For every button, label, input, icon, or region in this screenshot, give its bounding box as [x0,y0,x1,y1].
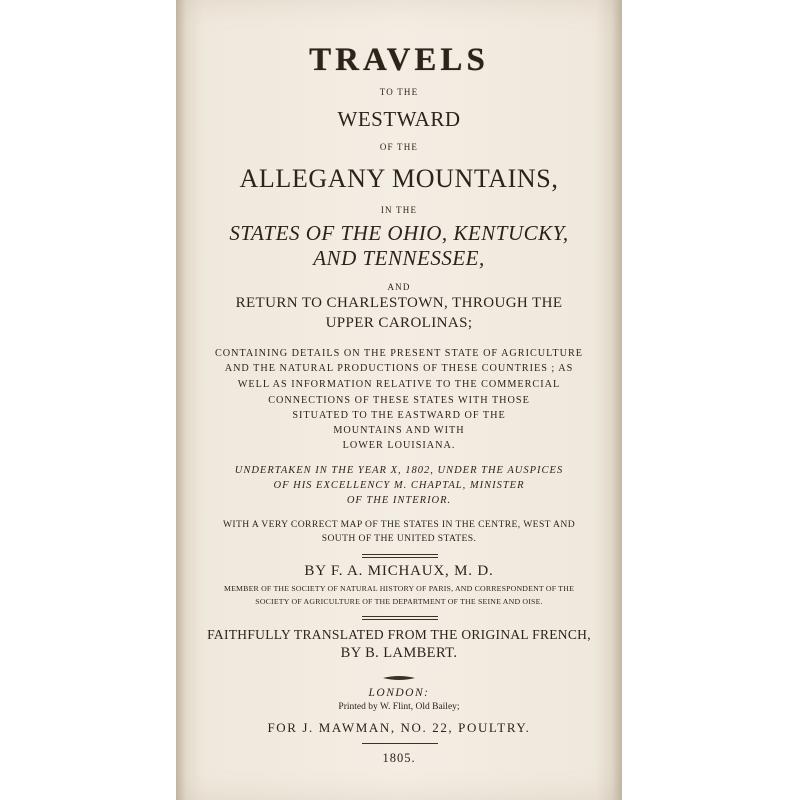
title-line-upper-carolinas: UPPER CAROLINAS; [325,315,473,331]
description-line: SITUATED TO THE EASTWARD OF THE [292,410,506,421]
map-line: SOUTH OF THE UNITED STATES. [321,533,477,544]
divider-rule [362,743,438,744]
description-line: WELL AS INFORMATION RELATIVE TO THE COMMERCIAL [237,379,561,390]
title-line-and: AND [387,282,411,292]
description-line: CONTAINING DETAILS ON THE PRESENT STATE OF AGRICULTURE [214,348,584,359]
description-line: LOWER LOUISIANA. [342,440,456,451]
imprint-place: LONDON: [368,687,430,699]
description-line: CONNECTIONS OF THESE STATES WITH THOSE [268,395,530,406]
title-line-in-the: IN THE [380,205,418,215]
translation-line: FAITHFULLY TRANSLATED FROM THE ORIGINAL FRENCH, [207,627,591,642]
ornament-dash [383,675,415,681]
book-title: TRAVELS [309,42,489,78]
divider-rule [362,616,438,620]
title-line-tennessee: AND TENNESSEE, [313,246,485,270]
title-line-to-the: TO THE [379,87,419,97]
map-line: WITH A VERY CORRECT MAP OF THE STATES IN THE CENTRE, WEST AND [222,519,576,530]
imprint-year: 1805. [382,751,416,765]
divider-rule [362,554,438,558]
undertaken-line: OF THE INTERIOR. [346,495,452,506]
title-line-states: STATES OF THE OHIO, KENTUCKY, [229,221,569,245]
author-line: BY F. A. MICHAUX, M. D. [304,563,494,579]
description-line: AND THE NATURAL PRODUCTIONS OF THESE COUNTRIES ; AS [224,363,574,374]
translator-line: BY B. LAMBERT. [340,645,458,661]
undertaken-line: UNDERTAKEN IN THE YEAR X, 1802, UNDER THE AUSPICES [234,465,564,476]
title-line-of-the: OF THE [379,142,419,152]
undertaken-line: OF HIS EXCELLENCY M. CHAPTAL, MINISTER [273,480,525,491]
imprint-printer: Printed by W. Flint, Old Bailey; [338,702,460,712]
description-line: MOUNTAINS AND WITH [333,425,465,436]
title-line-allegany-mountains: ALLEGANY MOUNTAINS, [239,164,559,193]
title-line-westward: WESTWARD [337,107,461,131]
author-membership-line: MEMBER OF THE SOCIETY OF NATURAL HISTORY OF PARIS, AND CORRESPONDENT OF THE [223,584,575,593]
imprint-publisher: FOR J. MAWMAN, NO. 22, POULTRY. [267,720,531,735]
title-line-return: RETURN TO CHARLESTOWN, THROUGH THE [235,295,563,311]
author-membership-line: SOCIETY OF AGRICULTURE OF THE DEPARTMENT OF THE SEINE AND OISE. [255,597,543,606]
